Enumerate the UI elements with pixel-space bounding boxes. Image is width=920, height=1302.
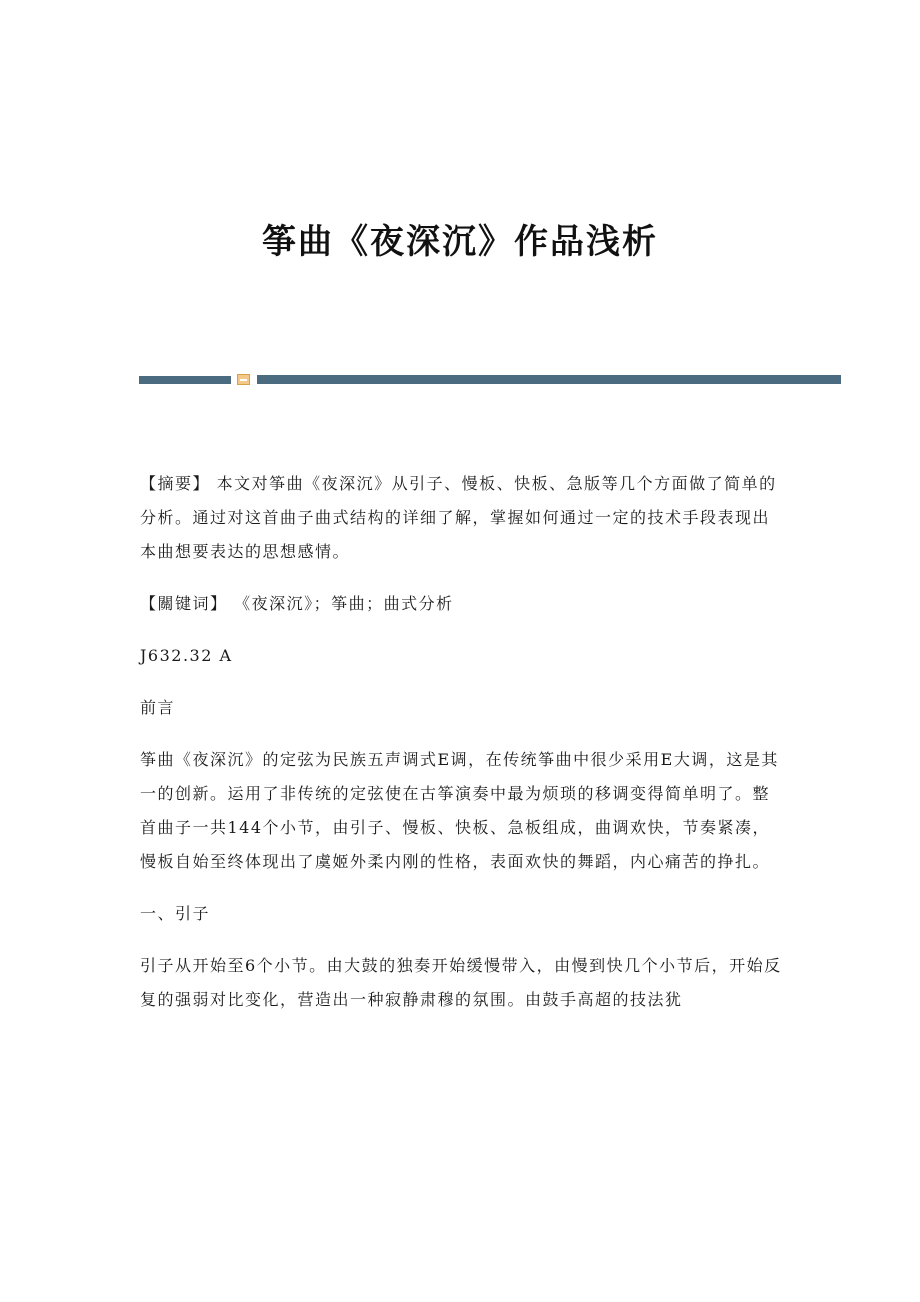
- keywords-label: 【關键词】: [140, 594, 228, 613]
- preface-paragraph: 筝曲《夜深沉》的定弦为民族五声调式E调，在传统筝曲中很少采用E大调，这是其一的创新。运用了非传统的定弦使在古筝演奏中最为烦琐的移调变得简单明了。整首曲子一共144个小节，由引子、慢板、快板、急板组成，曲调欢快，节奏紧凑，慢板自始至终体现出了虞姬外柔内刚的性格，表面欢快的舞蹈，内心痛苦的挣扎。: [140, 750, 779, 871]
- abstract-label: 【摘要】: [140, 474, 211, 493]
- abstract-text: 本文对筝曲《夜深沉》从引子、慢板、快板、急版等几个方面做了简单的分析。通过对这首曲子曲式结构的详细了解，掌握如何通过一定的技术手段表现出本曲想要表达的思想感情。: [140, 474, 777, 561]
- section-1-heading: 一、引子: [140, 904, 211, 923]
- keywords-paragraph: [140, 587, 785, 621]
- divider-bar-left: [139, 376, 231, 384]
- keywords-text: 《夜深沉》；筝曲；曲式分析: [227, 594, 454, 613]
- section-1-paragraph: 引子从开始至6个小节。由大鼓的独奏开始缓慢带入，由慢到快几个小节后，开始反复的强弱对比变化，营造出一种寂静肃穆的氛围。由鼓手高超的技法犹: [140, 956, 782, 1009]
- abstract-paragraph: [140, 467, 785, 569]
- title-divider: [139, 374, 841, 386]
- divider-bar-right: [257, 375, 841, 384]
- document-title: 筝曲《夜深沉》作品浅析: [262, 222, 658, 262]
- document-body: [140, 467, 785, 1035]
- preface-heading: 前言: [140, 698, 176, 717]
- divider-ornament-icon: [237, 374, 250, 385]
- classification-code: J632.32 A: [140, 646, 233, 665]
